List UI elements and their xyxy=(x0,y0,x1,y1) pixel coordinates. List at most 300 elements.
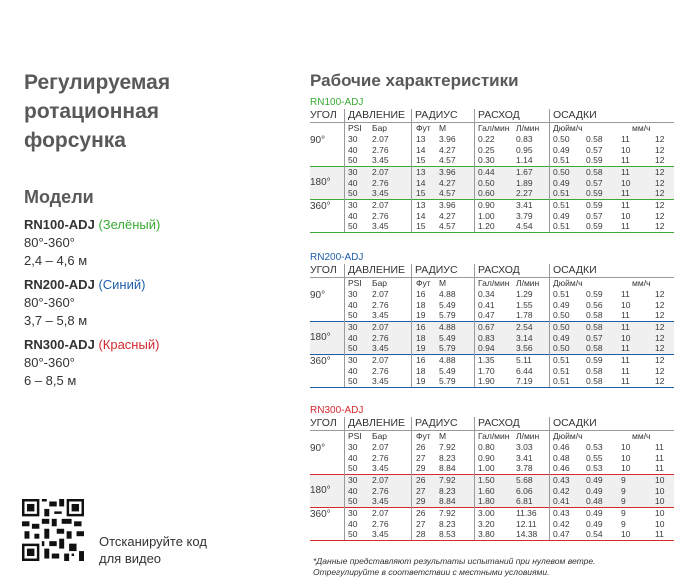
table-cell: 0.47 xyxy=(478,310,495,321)
table-cell: 26 xyxy=(416,442,426,452)
table-cell: 0.59 xyxy=(586,289,603,299)
table-cell: 0.49 xyxy=(586,485,603,496)
table-cell: 16 xyxy=(416,289,426,299)
table-cell: 0.58 xyxy=(586,134,603,144)
table-cell: 27 xyxy=(416,485,426,496)
table-row xyxy=(310,289,674,300)
header-flow: РАСХОД xyxy=(478,264,520,276)
header-angle: УГОЛ xyxy=(310,417,337,429)
table-cell: 1.29 xyxy=(516,289,533,299)
table-model-name: RN100-ADJ xyxy=(310,97,364,108)
table-cell: 3.96 xyxy=(439,167,456,177)
table-cell: 0.50 xyxy=(553,134,570,144)
column-divider xyxy=(411,109,412,232)
table-cell: 0.59 xyxy=(586,200,603,210)
table-cell: 3.20 xyxy=(478,518,495,529)
table-cell: 1.89 xyxy=(516,177,533,188)
model-item xyxy=(24,336,159,390)
table-cell: 4.27 xyxy=(439,144,456,155)
table-cell: 0.53 xyxy=(586,442,603,452)
table-row xyxy=(310,486,674,497)
table-cell: 0.49 xyxy=(586,508,603,518)
table-cell: 29 xyxy=(416,463,426,474)
table-cell: 1.78 xyxy=(516,310,533,321)
table-cell: 0.49 xyxy=(553,332,570,343)
table-row xyxy=(310,211,674,222)
table-cell: 0.94 xyxy=(478,343,495,354)
table-cell: 1.80 xyxy=(478,496,495,507)
table-cell: 8.84 xyxy=(439,496,456,507)
table-cell: 0.90 xyxy=(478,452,495,463)
table-cell: 19 xyxy=(416,343,426,354)
table-row xyxy=(310,355,674,366)
table-row xyxy=(310,200,674,211)
table-cell: 50 xyxy=(348,343,358,354)
table-cell: 0.47 xyxy=(553,529,570,540)
table-cell: 3.45 xyxy=(372,221,389,232)
table-cell: 0.25 xyxy=(478,144,495,155)
table-cell: 50 xyxy=(348,188,358,199)
angle-group xyxy=(310,442,674,475)
unit-ft: Фут xyxy=(416,123,431,133)
table-cell: 4.57 xyxy=(439,188,456,199)
table-cell: 0.51 xyxy=(553,200,570,210)
table-cell: 2.07 xyxy=(372,355,389,365)
table-cell: 0.50 xyxy=(553,310,570,321)
table-cell: 18 xyxy=(416,299,426,310)
angle-group xyxy=(310,167,674,200)
table-cell: 2.76 xyxy=(372,299,389,310)
table-cell: 3.45 xyxy=(372,496,389,507)
table-cell: 0.51 xyxy=(553,221,570,232)
table-cell: 12 xyxy=(655,210,665,221)
angle-value: 180° xyxy=(310,332,331,343)
table-cell: 4.88 xyxy=(439,355,456,365)
models-heading: Модели xyxy=(24,187,94,207)
table-row xyxy=(310,496,674,507)
table-cell: 1.00 xyxy=(478,210,495,221)
table-cell: 0.49 xyxy=(553,177,570,188)
table-row xyxy=(310,343,674,354)
table-cell: 3.00 xyxy=(478,508,495,518)
table-cell: 30 xyxy=(348,167,358,177)
table-row xyxy=(310,322,674,333)
table-cell: 11 xyxy=(621,221,630,232)
model-name-line xyxy=(24,336,159,354)
table-cell: 0.41 xyxy=(553,496,570,507)
table-cell: 3.03 xyxy=(516,442,533,452)
table-cell: 27 xyxy=(416,452,426,463)
table-cell: 0.58 xyxy=(586,322,603,332)
table-cell: 0.83 xyxy=(478,332,495,343)
table-cell: 12 xyxy=(655,188,665,199)
table-cell: 7.19 xyxy=(516,376,533,387)
table-cell: 16 xyxy=(416,322,426,332)
model-name: RN200-ADJ xyxy=(24,277,95,292)
table-cell: 10 xyxy=(655,518,665,529)
table-cell: 14 xyxy=(416,177,426,188)
table-cell: 3.45 xyxy=(372,310,389,321)
model-item xyxy=(24,276,145,330)
table-cell: 10 xyxy=(621,299,631,310)
table-row xyxy=(310,178,674,189)
angle-value: 90° xyxy=(310,135,326,146)
table-cell: 11 xyxy=(655,529,664,540)
table-cell: 2.76 xyxy=(372,365,389,376)
table-cell: 40 xyxy=(348,144,358,155)
angle-group xyxy=(310,475,674,508)
table-cell: 8.23 xyxy=(439,485,456,496)
units-row xyxy=(310,278,674,289)
table-cell: 13 xyxy=(416,200,426,210)
table-cell: 10 xyxy=(655,496,665,507)
table-cell: 40 xyxy=(348,332,358,343)
table-cell: 11 xyxy=(655,452,664,463)
table-cell: 2.07 xyxy=(372,134,389,144)
table-cell: 1.55 xyxy=(516,299,533,310)
qr-code-icon[interactable] xyxy=(22,499,84,561)
header-radius: РАДИУС xyxy=(415,264,458,276)
table-cell: 11 xyxy=(621,322,630,332)
angle-group xyxy=(310,355,674,388)
model-name: RN100-ADJ xyxy=(24,217,95,232)
table-cell: 30 xyxy=(348,442,358,452)
table-cell: 13 xyxy=(416,134,426,144)
table-cell: 40 xyxy=(348,485,358,496)
table-cell: 11 xyxy=(621,365,630,376)
header-radius: РАДИУС xyxy=(415,109,458,121)
table-cell: 9 xyxy=(621,475,626,485)
table-cell: 6.44 xyxy=(516,365,533,376)
table-cell: 5.79 xyxy=(439,343,456,354)
angle-value: 90° xyxy=(310,443,326,454)
table-cell: 50 xyxy=(348,376,358,387)
table-row xyxy=(310,300,674,311)
table-row xyxy=(310,134,674,145)
unit-ft: Фут xyxy=(416,278,431,288)
table-header xyxy=(310,109,674,123)
table-cell: 9 xyxy=(621,496,626,507)
table-cell: 3.56 xyxy=(516,343,533,354)
table-cell: 40 xyxy=(348,299,358,310)
unit-gpm: Гал/мин xyxy=(478,431,510,441)
table-cell: 0.53 xyxy=(586,463,603,474)
page-title: Регулируемая ротационная форсунка xyxy=(24,71,171,152)
table-cell: 11 xyxy=(621,343,630,354)
table-cell: 0.43 xyxy=(553,508,570,518)
table-cell: 0.43 xyxy=(553,475,570,485)
table-row xyxy=(310,155,674,166)
table-row xyxy=(310,188,674,199)
model-range: 3,7 – 5,8 м xyxy=(24,313,88,328)
unit-m: М xyxy=(439,278,447,288)
units-row xyxy=(310,123,674,134)
column-divider xyxy=(474,264,475,387)
table-cell: 40 xyxy=(348,518,358,529)
table-cell: 2.07 xyxy=(372,475,389,485)
table-header xyxy=(310,417,674,431)
table-cell: 12 xyxy=(655,310,665,321)
table-header xyxy=(310,264,674,278)
table-cell: 0.90 xyxy=(478,200,495,210)
unit-inh: Дюйм/ч xyxy=(553,431,583,441)
table-row xyxy=(310,463,674,474)
table-cell: 28 xyxy=(416,529,426,540)
table-cell: 0.67 xyxy=(478,322,495,332)
table-cell: 0.56 xyxy=(586,299,603,310)
column-divider xyxy=(549,417,550,540)
unit-bar: Бар xyxy=(372,278,388,288)
table-cell: 4.27 xyxy=(439,210,456,221)
angle-value: 360° xyxy=(310,201,331,212)
table-cell: 4.88 xyxy=(439,322,456,332)
table-cell: 2.76 xyxy=(372,485,389,496)
table-cell: 30 xyxy=(348,200,358,210)
unit-mmh: мм/ч xyxy=(632,123,651,133)
unit-bar: Бар xyxy=(372,431,388,441)
table-cell: 3.96 xyxy=(439,200,456,210)
table-cell: 0.51 xyxy=(553,188,570,199)
model-color: (Красный) xyxy=(98,337,160,352)
unit-mmh: мм/ч xyxy=(632,278,651,288)
table-cell: 0.58 xyxy=(586,167,603,177)
table-row xyxy=(310,167,674,178)
table-cell: 0.58 xyxy=(586,343,603,354)
table-cell: 0.51 xyxy=(553,365,570,376)
table-cell: 8.53 xyxy=(439,529,456,540)
table-cell: 0.58 xyxy=(586,376,603,387)
model-color: (Зелёный) xyxy=(98,217,161,232)
table-cell: 12 xyxy=(655,155,665,166)
table-cell: 0.41 xyxy=(478,299,495,310)
table-cell: 15 xyxy=(416,155,426,166)
table-cell: 4.27 xyxy=(439,177,456,188)
unit-lpm: Л/мин xyxy=(516,123,540,133)
table-row xyxy=(310,145,674,156)
table-cell: 7.92 xyxy=(439,475,456,485)
table-cell: 18 xyxy=(416,365,426,376)
table-cell: 0.42 xyxy=(553,485,570,496)
angle-group xyxy=(310,322,674,355)
table-cell: 12 xyxy=(655,134,665,144)
table-cell: 0.57 xyxy=(586,332,603,343)
table-cell: 14.38 xyxy=(516,529,538,540)
header-flow: РАСХОД xyxy=(478,417,520,429)
table-cell: 0.50 xyxy=(553,167,570,177)
table-cell: 50 xyxy=(348,221,358,232)
header-precip: ОСАДКИ xyxy=(553,417,597,429)
table-cell: 26 xyxy=(416,475,426,485)
model-color: (Синий) xyxy=(98,277,146,292)
table-cell: 0.60 xyxy=(478,188,495,199)
table-cell: 40 xyxy=(348,177,358,188)
column-divider xyxy=(411,417,412,540)
table-cell: 9 xyxy=(621,508,626,518)
table-cell: 12 xyxy=(655,299,665,310)
table-cell: 12 xyxy=(655,332,665,343)
table-cell: 0.49 xyxy=(553,210,570,221)
table-cell: 10 xyxy=(655,485,665,496)
table-cell: 0.55 xyxy=(586,452,603,463)
unit-lpm: Л/мин xyxy=(516,431,540,441)
table-row xyxy=(310,376,674,387)
header-angle: УГОЛ xyxy=(310,264,337,276)
table-cell: 9 xyxy=(621,485,626,496)
table-cell: 3.45 xyxy=(372,188,389,199)
model-arc: 80°-360° xyxy=(24,235,75,250)
table-row xyxy=(310,475,674,486)
table-cell: 0.50 xyxy=(553,322,570,332)
angle-value: 180° xyxy=(310,485,331,496)
table-cell: 19 xyxy=(416,310,426,321)
table-cell: 4.54 xyxy=(516,221,533,232)
table-cell: 30 xyxy=(348,355,358,365)
unit-psi: PSI xyxy=(348,278,362,288)
column-divider xyxy=(344,109,345,232)
table-cell: 12 xyxy=(655,177,665,188)
table-row xyxy=(310,366,674,377)
table-cell: 27 xyxy=(416,518,426,529)
table-cell: 0.51 xyxy=(553,355,570,365)
table-cell: 10 xyxy=(655,508,665,518)
table-cell: 2.54 xyxy=(516,322,533,332)
table-cell: 2.76 xyxy=(372,177,389,188)
table-cell: 5.79 xyxy=(439,376,456,387)
scan-for-video-text: Отсканируйте код для видео xyxy=(99,534,207,566)
table-cell: 0.59 xyxy=(586,221,603,232)
table-cell: 11 xyxy=(621,134,630,144)
table-cell: 40 xyxy=(348,452,358,463)
table-cell: 0.42 xyxy=(553,518,570,529)
table-row xyxy=(310,453,674,464)
angle-group xyxy=(310,134,674,167)
table-cell: 10 xyxy=(621,177,631,188)
table-cell: 0.51 xyxy=(553,155,570,166)
model-range: 6 – 8,5 м xyxy=(24,373,77,388)
table-cell: 2.07 xyxy=(372,289,389,299)
table-cell: 11 xyxy=(621,155,630,166)
table-cell: 11 xyxy=(621,188,630,199)
table-cell: 0.48 xyxy=(586,496,603,507)
angle-group xyxy=(310,289,674,322)
table-cell: 50 xyxy=(348,155,358,166)
table-cell: 0.57 xyxy=(586,177,603,188)
table-cell: 30 xyxy=(348,475,358,485)
table-cell: 0.54 xyxy=(586,529,603,540)
table-cell: 30 xyxy=(348,508,358,518)
table-cell: 2.76 xyxy=(372,452,389,463)
table-cell: 0.51 xyxy=(553,376,570,387)
column-divider xyxy=(474,417,475,540)
table-cell: 0.46 xyxy=(553,463,570,474)
table-cell: 3.45 xyxy=(372,529,389,540)
table-cell: 0.58 xyxy=(586,310,603,321)
table-cell: 0.49 xyxy=(586,475,603,485)
table-cell: 11 xyxy=(621,355,630,365)
header-pressure: ДАВЛЕНИЕ xyxy=(348,417,406,429)
table-cell: 0.50 xyxy=(553,343,570,354)
table-cell: 10 xyxy=(621,332,631,343)
table-cell: 2.76 xyxy=(372,144,389,155)
table-cell: 6.81 xyxy=(516,496,533,507)
unit-inh: Дюйм/ч xyxy=(553,123,583,133)
table-cell: 0.58 xyxy=(586,365,603,376)
table-cell: 14 xyxy=(416,144,426,155)
table-cell: 0.44 xyxy=(478,167,495,177)
table-cell: 40 xyxy=(348,210,358,221)
table-cell: 3.96 xyxy=(439,134,456,144)
table-cell: 10 xyxy=(621,529,631,540)
header-radius: РАДИУС xyxy=(415,417,458,429)
spec-table xyxy=(310,252,674,388)
table-cell: 11 xyxy=(621,310,630,321)
table-cell: 2.76 xyxy=(372,518,389,529)
table-cell: 16 xyxy=(416,355,426,365)
table-cell: 11.36 xyxy=(516,508,537,518)
table-cell: 2.76 xyxy=(372,210,389,221)
spec-table xyxy=(310,97,674,233)
table-cell: 0.59 xyxy=(586,155,603,166)
table-cell: 5.49 xyxy=(439,332,456,343)
table-cell: 0.49 xyxy=(553,144,570,155)
table-cell: 0.49 xyxy=(553,299,570,310)
table-cell: 7.92 xyxy=(439,442,456,452)
table-cell: 8.84 xyxy=(439,463,456,474)
table-cell: 12 xyxy=(655,376,665,387)
header-pressure: ДАВЛЕНИЕ xyxy=(348,109,406,121)
column-divider xyxy=(344,264,345,387)
table-cell: 1.50 xyxy=(478,475,495,485)
table-model-name: RN300-ADJ xyxy=(310,405,364,416)
table-cell: 11 xyxy=(655,463,664,474)
table-cell: 0.49 xyxy=(586,518,603,529)
spec-table xyxy=(310,405,674,541)
table-cell: 8.23 xyxy=(439,452,456,463)
unit-psi: PSI xyxy=(348,431,362,441)
header-precip: ОСАДКИ xyxy=(553,109,597,121)
table-cell: 12.11 xyxy=(516,518,537,529)
header-pressure: ДАВЛЕНИЕ xyxy=(348,264,406,276)
unit-m: М xyxy=(439,431,447,441)
table-cell: 0.50 xyxy=(478,177,495,188)
table-model-name: RN200-ADJ xyxy=(310,252,364,263)
table-cell: 12 xyxy=(655,365,665,376)
table-cell: 40 xyxy=(348,365,358,376)
unit-mmh: мм/ч xyxy=(632,431,651,441)
angle-group xyxy=(310,508,674,541)
angle-value: 360° xyxy=(310,356,331,367)
table-cell: 0.57 xyxy=(586,144,603,155)
table-cell: 5.49 xyxy=(439,365,456,376)
table-cell: 2.07 xyxy=(372,508,389,518)
table-cell: 50 xyxy=(348,463,358,474)
table-cell: 10 xyxy=(621,463,631,474)
table-cell: 3.45 xyxy=(372,376,389,387)
table-cell: 15 xyxy=(416,188,426,199)
table-cell: 50 xyxy=(348,310,358,321)
table-cell: 1.70 xyxy=(478,365,495,376)
table-row xyxy=(310,442,674,453)
model-arc: 80°-360° xyxy=(24,295,75,310)
table-cell: 0.83 xyxy=(516,134,533,144)
table-cell: 2.76 xyxy=(372,332,389,343)
unit-bar: Бар xyxy=(372,123,388,133)
table-cell: 3.41 xyxy=(516,452,533,463)
table-cell: 0.95 xyxy=(516,144,533,155)
table-cell: 12 xyxy=(655,221,665,232)
angle-group xyxy=(310,200,674,233)
table-cell: 2.07 xyxy=(372,442,389,452)
